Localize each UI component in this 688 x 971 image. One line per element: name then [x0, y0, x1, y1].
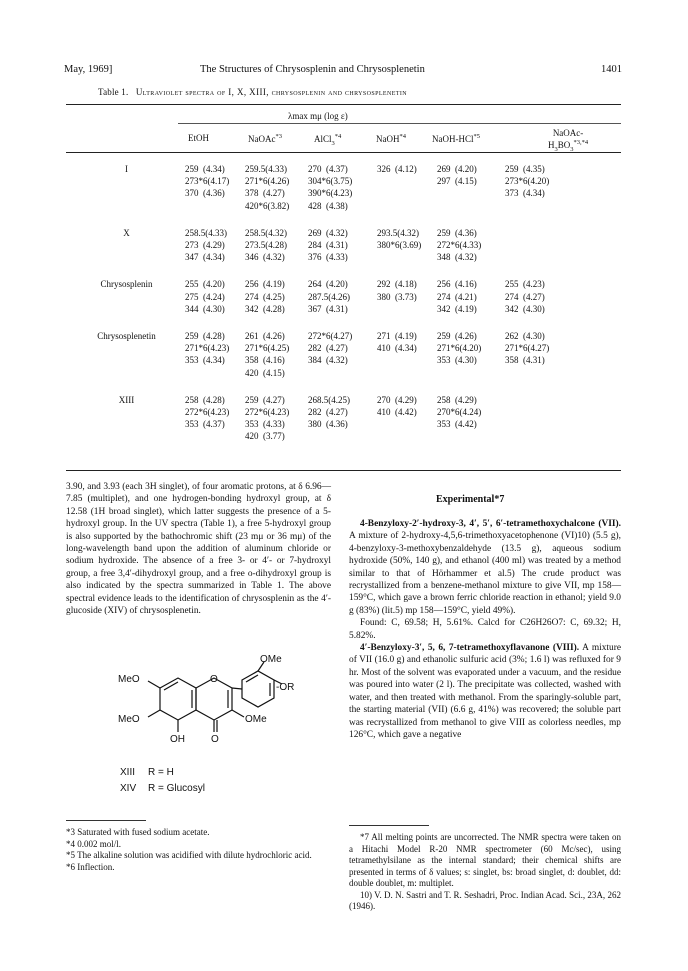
row-compound-name — [68, 303, 185, 315]
table-cell: 271*6(4.25) — [245, 343, 290, 354]
col-header-naoh-hcl: NaOH-HCl$^{*5}$ — [432, 133, 480, 144]
table-cell: 256 (4.19) — [245, 279, 285, 290]
table-cell: 271 (4.19) — [377, 331, 417, 342]
experimental-heading: Experimental*7 — [436, 494, 505, 505]
table-row — [68, 163, 565, 175]
table-cell: 420 (4.15) — [245, 367, 285, 378]
table-cell: 255 (4.20) — [185, 279, 225, 290]
body-text-right — [349, 518, 621, 741]
table-row — [68, 354, 565, 366]
table-cell — [185, 200, 245, 212]
table-cell — [185, 367, 245, 379]
footnote-7: *7 All melting points are uncorrected. The NMR spectra were taken on a Hitachi Model R-20 NMR spectrometer (60 Mc/sec), using tetramethylsilane as the internal standard; their chemical shifts are presented in terms of δ values; s: singlet, bs: broad singlet, d: doublet, dd: double doublet, m: multiplet. — [349, 832, 621, 888]
table-caption-text: Ultraviolet spectra of I, X, XIII, chrysosplenin and chrysosplenetin — [135, 87, 407, 97]
table-cell: 271*6(4.27) — [505, 343, 550, 354]
table-cell: 348 (4.32) — [437, 252, 477, 263]
table-cell — [377, 418, 437, 430]
table-cell: 420 (3.77) — [245, 431, 285, 442]
table-cell: 271*6(4.26) — [245, 176, 290, 187]
row-compound-name — [68, 342, 185, 354]
carbonyl-oxygen: O — [211, 734, 219, 745]
table-header-rule — [66, 152, 621, 153]
table-cell: 384 (4.32) — [308, 355, 348, 366]
footnotes-right — [349, 825, 621, 913]
table-cell: 258 (4.28) — [185, 394, 225, 405]
table-cell: 273*6(4.17) — [185, 176, 230, 187]
table-cell — [505, 406, 565, 418]
compound-vii-body: A mixture of 2-hydroxy-4,5,6-trimethoxyacetophenone (VI)10) (5.5 g), 4-benzyloxy-3-methoxybenzaldehyde (13.5 g), aqueous sodium hydroxide (50%, 140 g), and ethanol (400 ml) was treated by a method similar to that of Hörhammer et al.5) The crude product was recrystallized from a benzene-methanol mixture to give VII, mp 158—159°C, which gave a brown ferric chloride reaction in ethanol; yield 9.0 g (83%) (lit.5) mp 158—159°C, yield 49%). — [349, 531, 621, 616]
table-cell — [505, 227, 565, 239]
table-cell: 380 (3.73) — [377, 291, 417, 302]
table-cell: 270 (4.29) — [377, 394, 417, 405]
table-cell — [377, 200, 437, 212]
table-cell — [437, 430, 505, 442]
experimental-paragraph-1 — [349, 518, 621, 617]
ring-oxygen: O — [210, 674, 218, 685]
row-spacer — [68, 212, 565, 227]
table-cell — [505, 418, 565, 430]
row-compound-name — [68, 406, 185, 418]
table-cell: 256 (4.16) — [437, 279, 477, 290]
table-cell: 282 (4.27) — [308, 343, 348, 354]
table-cell — [308, 367, 377, 379]
table-cell — [505, 394, 565, 406]
table-bottom-rule — [66, 470, 621, 471]
table-cell: 259 (4.34) — [185, 164, 225, 174]
row-compound-name — [68, 367, 185, 379]
col-header-etoh: EtOH — [188, 133, 209, 143]
row-compound-name: Chrysosplenetin — [97, 331, 156, 342]
row-compound-name: X — [123, 227, 130, 238]
table-cell: 272*6(4.33) — [437, 240, 482, 251]
row-compound-name: Chrysosplenin — [100, 279, 153, 290]
row-spacer — [68, 379, 565, 394]
table-cell: 358 (4.16) — [245, 355, 285, 366]
compound-label-xiii: XIII R = H — [120, 767, 174, 778]
col-header-naoac-h3bo3: NaOAc- $H_3BO_3^{*3,*4}$ — [548, 128, 589, 153]
table-cell: 292 (4.18) — [377, 279, 417, 290]
table-row — [68, 418, 565, 430]
table-row — [68, 187, 565, 199]
lambda-span-rule — [178, 123, 621, 124]
experimental-paragraph-2: Found: C, 69.58; H, 5.61%. Calcd for C26H26O7: C, 69.32; H, 5.82%. — [349, 618, 621, 641]
table-cell: 326 (4.12) — [377, 164, 417, 174]
table-cell: 274 (4.27) — [505, 291, 545, 302]
table-cell: 390*6(4.23) — [308, 188, 353, 199]
table-cell — [377, 367, 437, 379]
table-cell — [377, 251, 437, 263]
substituent-ome-3: OMe — [245, 714, 267, 725]
table-cell: 275 (4.24) — [185, 291, 225, 302]
table-cell: 410 (4.34) — [377, 343, 417, 354]
table-caption — [98, 87, 407, 97]
table-row — [68, 394, 565, 406]
compound-label-xiv: XIV R = Glucosyl — [120, 783, 205, 794]
table-row — [68, 239, 565, 251]
table-cell: 272*6(4.23) — [245, 407, 290, 418]
table-cell: 258 (4.29) — [437, 394, 477, 405]
table-cell: 274 (4.25) — [245, 291, 285, 302]
substituent-oh: OH — [170, 734, 185, 745]
table-cell: 428 (4.38) — [308, 200, 348, 211]
substituent-meo-bottom: MeO — [118, 714, 140, 725]
table-row — [68, 367, 565, 379]
table-cell: 255 (4.23) — [505, 279, 545, 290]
uv-spectra-table — [68, 163, 565, 443]
table-row — [68, 430, 565, 442]
table-row — [68, 175, 565, 187]
substituent-or: -OR — [276, 682, 295, 693]
table-cell: 344 (4.30) — [185, 303, 225, 314]
table-cell: 420*6(3.82) — [245, 200, 290, 211]
table-cell: 347 (4.34) — [185, 252, 225, 263]
col-header-naoac: NaOAc$^{*3}$ — [248, 133, 282, 144]
table-cell: 271*6(4.20) — [437, 343, 482, 354]
row-spacer — [68, 263, 565, 278]
row-compound-name: XIII — [118, 394, 135, 405]
table-cell: 259 (4.26) — [437, 331, 477, 342]
running-header-date: May, 1969] — [64, 64, 113, 75]
table-cell — [505, 367, 565, 379]
table-cell — [308, 430, 377, 442]
table-cell — [505, 251, 565, 263]
table-cell: 270*6(4.24) — [437, 407, 482, 418]
table-cell: 353 (4.33) — [245, 419, 285, 430]
table-cell: 271*6(4.23) — [185, 343, 230, 354]
table-cell — [437, 187, 505, 199]
lambda-max-label: λmax mμ (log ε) — [288, 111, 348, 121]
row-spacer — [68, 315, 565, 330]
col-header-alcl3: AlCl$_3^{*4}$ — [314, 133, 342, 147]
table-cell: 353 (4.30) — [437, 355, 477, 366]
table-cell — [505, 239, 565, 251]
row-compound-name — [68, 291, 185, 303]
footnote-4: *4 0.002 mol/l. — [66, 838, 122, 849]
row-compound-name: I — [125, 164, 128, 174]
running-header-title: The Structures of Chrysosplenin and Chrysosplenetin — [200, 64, 425, 75]
table-cell: 297 (4.15) — [437, 176, 477, 187]
table-cell — [377, 303, 437, 315]
table-cell: 376 (4.33) — [308, 252, 348, 263]
table-cell: 378 (4.27) — [245, 188, 285, 199]
table-cell: 380*6(3.69) — [377, 240, 422, 251]
row-compound-name — [68, 175, 185, 187]
table-cell: 259 (4.27) — [245, 394, 285, 405]
table-cell — [437, 200, 505, 212]
table-cell — [437, 367, 505, 379]
table-cell: 273.5(4.28) — [245, 240, 287, 251]
footnote-6: *6 Inflection. — [66, 861, 115, 872]
table-cell — [505, 430, 565, 442]
table-row — [68, 406, 565, 418]
substituent-meo-top: MeO — [118, 674, 140, 685]
footnotes-left — [66, 820, 331, 873]
flavone-structure-diagram — [100, 650, 300, 760]
table-cell: 258.5(4.33) — [185, 227, 227, 238]
table-cell: 259 (4.35) — [505, 164, 545, 174]
row-compound-name — [68, 430, 185, 442]
footnote-3: *3 Saturated with fused sodium acetate. — [66, 827, 210, 837]
table-cell — [185, 430, 245, 442]
row-compound-name — [68, 187, 185, 199]
reference-10: 10) V. D. N. Sastri and T. R. Seshadri, Proc. Indian Acad. Sci., 23A, 262 (1946). — [349, 889, 621, 911]
table-cell — [377, 187, 437, 199]
table-cell: 270 (4.37) — [308, 164, 348, 174]
experimental-paragraph-3 — [349, 642, 621, 741]
compound-vii-heading: 4-Benzyloxy-2′-hydroxy-3, 4′, 5′, 6′-tetramethoxychalcone (VII). — [360, 519, 621, 529]
table-cell: 380 (4.36) — [308, 419, 348, 430]
table-top-rule — [66, 104, 621, 105]
table-cell: 342 (4.19) — [437, 303, 477, 314]
table-cell: 259 (4.28) — [185, 331, 225, 342]
table-cell: 262 (4.30) — [505, 331, 545, 342]
row-compound-name — [68, 354, 185, 366]
table-cell: 342 (4.30) — [505, 303, 545, 314]
table-cell: 353 (4.42) — [437, 419, 477, 430]
table-cell: 273*6(4.20) — [505, 176, 550, 187]
table-cell: 284 (4.31) — [308, 240, 348, 251]
table-row — [68, 330, 565, 342]
table-cell — [377, 175, 437, 187]
table-cell: 272*6(4.23) — [185, 407, 230, 418]
table-cell: 293.5(4.32) — [377, 227, 419, 238]
table-cell: 259.5(4.33) — [245, 164, 287, 174]
col-header-naoh: NaOH$^{*4}$ — [376, 133, 406, 144]
table-cell: 304*6(3.75) — [308, 176, 353, 187]
row-compound-name — [68, 239, 185, 251]
table-cell: 273 (4.29) — [185, 240, 225, 251]
table-cell: 342 (4.28) — [245, 303, 285, 314]
table-cell: 346 (4.32) — [245, 252, 285, 263]
body-text-left: 3.90, and 3.93 (each 3H singlet), of four aromatic protons, at δ 6.96—7.85 (multiplet), and one hydrogen-bonding hydroxyl group, at δ 12.58 (1H broad singlet), which latter suggests the presence of a 5-hydroxyl group. In the UV spectra (Table 1), a free 5-hydroxyl group is also supported by the bathochromic shift (23 mμ or 36 mμ) of the long-wavelength band upon the addition of aluminum chloride or sodium hydroxide. The absence of a free 3- or 4′- or 7-hydroxyl group, a free 3,4′-dihydroxyl group, and a free o-dihydroxyl group is also indicated by the spectra summarized in Table 1. The above spectral evidence leads to the identification of chrysosplenin as the 4′-glucoside (XIV) of chrysosplenetin. — [66, 482, 331, 617]
table-row — [68, 303, 565, 315]
table-cell: 261 (4.26) — [245, 331, 285, 342]
table-cell: 258.5(4.32) — [245, 227, 287, 238]
row-compound-name — [68, 200, 185, 212]
page-number: 1401 — [601, 64, 622, 75]
table-cell: 353 (4.34) — [185, 355, 225, 366]
table-cell: 269 (4.20) — [437, 164, 477, 174]
table-cell: 373 (4.34) — [505, 188, 545, 199]
table-cell: 287.5(4.26) — [308, 291, 350, 302]
row-compound-name — [68, 418, 185, 430]
table-cell: 269 (4.32) — [308, 227, 348, 238]
table-row — [68, 342, 565, 354]
compound-viii-heading: 4′-Benzyloxy-3′, 5, 6, 7-tetramethoxyflavanone (VIII). — [360, 643, 580, 654]
table-cell: 410 (4.42) — [377, 407, 417, 418]
table-row — [68, 227, 565, 239]
table-cell: 259 (4.36) — [437, 227, 477, 238]
table-cell: 272*6(4.27) — [308, 331, 353, 342]
table-caption-prefix: Table 1. — [98, 87, 129, 97]
table-cell: 264 (4.20) — [308, 279, 348, 290]
row-compound-name — [68, 251, 185, 263]
footnote-5: *5 The alkaline solution was acidified with dilute hydrochloric acid. — [66, 850, 312, 860]
table-row — [68, 291, 565, 303]
table-cell — [377, 430, 437, 442]
table-row — [68, 278, 565, 290]
table-cell: 370 (4.36) — [185, 188, 225, 199]
table-cell: 282 (4.27) — [308, 407, 348, 418]
table-cell: 353 (4.37) — [185, 419, 225, 430]
table-row — [68, 200, 565, 212]
compound-labels — [120, 765, 205, 797]
table-cell: 358 (4.31) — [505, 355, 545, 366]
table-cell — [377, 354, 437, 366]
table-cell: 268.5(4.25) — [308, 394, 350, 405]
table-row — [68, 251, 565, 263]
table-cell: 274 (4.21) — [437, 291, 477, 302]
table-cell: 367 (4.31) — [308, 303, 348, 314]
table-cell — [505, 200, 565, 212]
compound-viii-body: A mixture of VII (16.0 g) and ethanolic sulfuric acid (3%; 1.6 l) was refluxed for 9 hr. Most of the solvent was evaporated under a vacuum, and the residue was poured into water (2 l). The precipitate was collected, washed with water, and then treated with methanol. From the sparingly-soluble part, the starting material (VII) (6.6 g, 41%) was recovered; the soluble part was recrystallized from methanol to give VIII as colorless needles, mp 126°C, which gave a negative — [349, 643, 621, 740]
substituent-ome-bprime: OMe — [260, 654, 282, 665]
